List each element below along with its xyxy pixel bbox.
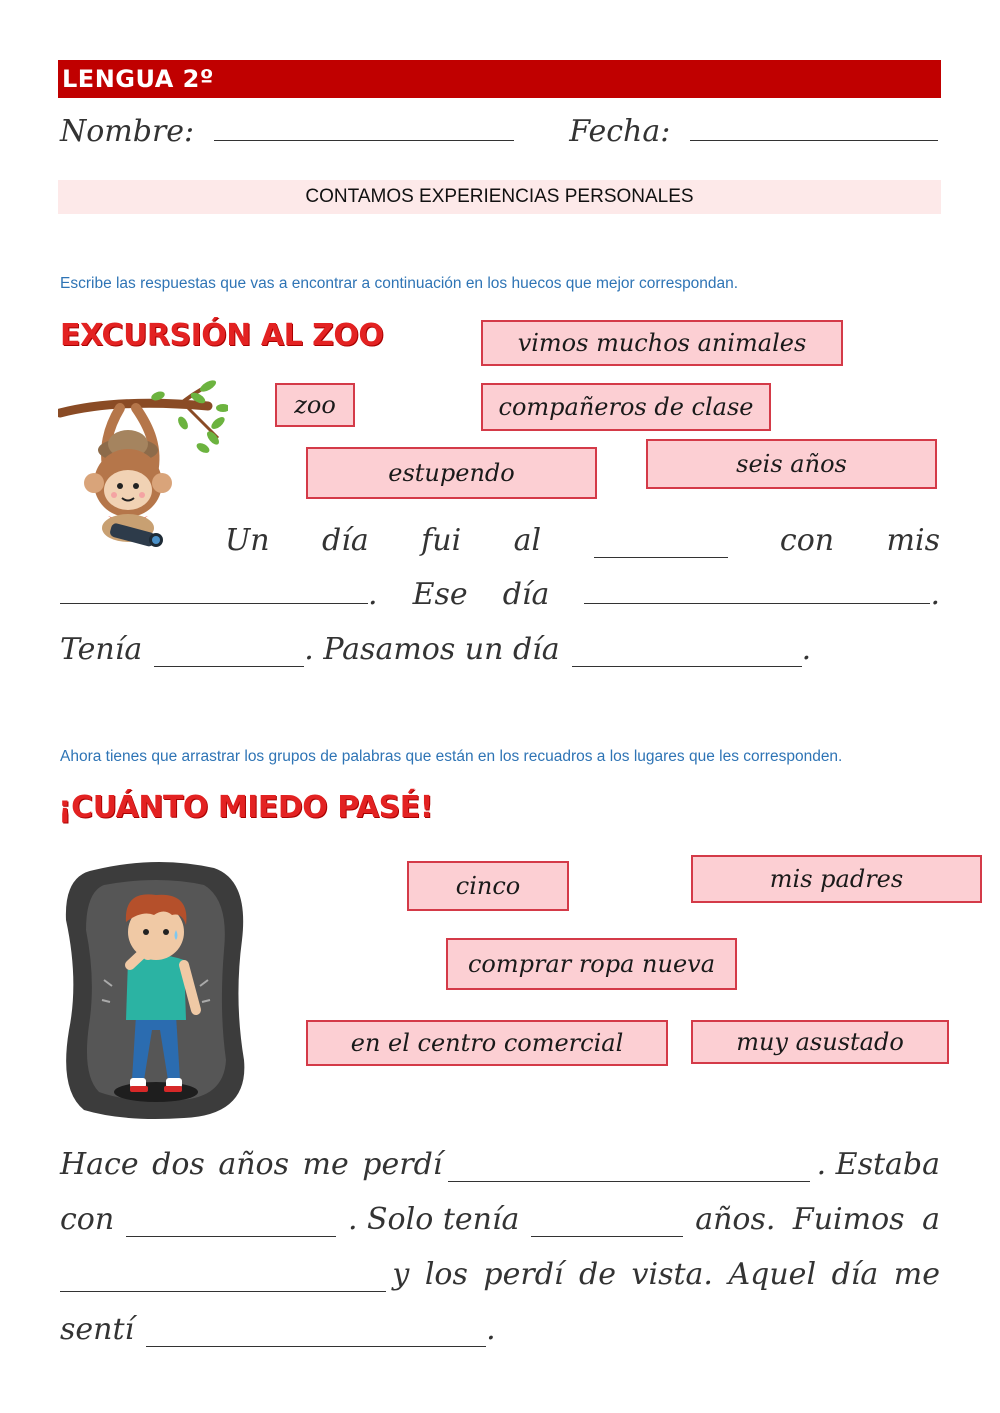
- s2-text: años. Fuimos a: [695, 1202, 940, 1237]
- s1-text: Tenía: [60, 632, 143, 667]
- section2-instruction: Ahora tienes que arrastrar los grupos de palabras que están en los recuadros a los lugares que les corresponden.: [60, 748, 843, 765]
- s2-line-1: [60, 1142, 940, 1182]
- s1-word: mis: [886, 523, 940, 558]
- s2-text: sentí: [60, 1312, 135, 1347]
- s2-text: y los perdí de vista. Aquel día me: [392, 1257, 940, 1292]
- s1-word: con: [779, 523, 835, 558]
- name-label: Nombre:: [60, 114, 195, 149]
- monkey-illustration: [58, 378, 228, 553]
- answer-chip-estupendo[interactable]: estupendo: [306, 447, 597, 499]
- worksheet-header: LENGUA 2º: [58, 60, 941, 98]
- blank-slot-1[interactable]: [594, 535, 728, 558]
- answer-chip-vimos-muchos-animales[interactable]: vimos muchos animales: [481, 320, 843, 366]
- scared-boy-illustration: [64, 860, 248, 1122]
- s2-text: . Estaba: [816, 1147, 940, 1182]
- answer-chip-zoo[interactable]: zoo: [275, 383, 355, 427]
- s1-word: Ese: [412, 577, 468, 612]
- section1-title: EXCURSIÓN AL ZOO: [60, 318, 384, 353]
- s1-word: día: [322, 523, 369, 558]
- s1-line-3: [60, 627, 940, 667]
- s1-word: fui: [421, 523, 462, 558]
- name-field[interactable]: [214, 112, 514, 141]
- s1-punct: .: [801, 632, 812, 667]
- name-date-row: [60, 112, 938, 149]
- s1-word: día: [502, 577, 550, 612]
- worksheet-subtitle: CONTAMOS EXPERIENCIAS PERSONALES: [58, 180, 941, 214]
- blank-slot-4[interactable]: [154, 644, 304, 667]
- s2-punct: .: [486, 1312, 496, 1347]
- s1-word: Un: [225, 523, 270, 558]
- answer-chip-muy-asustado[interactable]: muy asustado: [691, 1020, 949, 1064]
- s2-text: Hace dos años me perdí: [60, 1147, 443, 1182]
- s2-line-2: [60, 1197, 940, 1237]
- date-field[interactable]: [690, 112, 938, 141]
- blank-slot-9[interactable]: [60, 1269, 386, 1292]
- section1-instruction: Escribe las respuestas que vas a encontrar a continuación en los huecos que mejor correspondan.: [60, 275, 739, 292]
- blank-slot-8[interactable]: [531, 1214, 683, 1237]
- answer-chip-en-el-centro-comercial[interactable]: en el centro comercial: [306, 1020, 668, 1066]
- s1-line-1: [225, 518, 940, 558]
- s2-text: . Solo tenía: [347, 1202, 520, 1237]
- blank-slot-6[interactable]: [448, 1159, 810, 1182]
- answer-chip-cinco[interactable]: cinco: [407, 861, 569, 911]
- s2-line-3: [60, 1252, 940, 1292]
- s1-punct: .: [930, 577, 940, 612]
- section2-title: ¡CUÁNTO MIEDO PASÉ!: [58, 790, 433, 825]
- blank-slot-3[interactable]: [584, 581, 930, 604]
- answer-chip-companeros-de-clase[interactable]: compañeros de clase: [481, 383, 771, 431]
- blank-slot-5[interactable]: [572, 644, 802, 667]
- answer-chip-seis-anos[interactable]: seis años: [646, 439, 937, 489]
- s1-word: al: [513, 523, 542, 558]
- s1-punct: .: [368, 577, 378, 612]
- s2-line-4: [60, 1307, 940, 1347]
- blank-slot-10[interactable]: [146, 1324, 486, 1347]
- blank-slot-7[interactable]: [126, 1214, 336, 1237]
- blank-slot-2[interactable]: [60, 581, 368, 604]
- answer-chip-mis-padres[interactable]: mis padres: [691, 855, 982, 903]
- date-label: Fecha:: [569, 114, 671, 149]
- s1-line-2: [60, 572, 940, 612]
- s1-text: . Pasamos un día: [304, 632, 560, 667]
- s2-text: con: [60, 1202, 115, 1237]
- answer-chip-comprar-ropa-nueva[interactable]: comprar ropa nueva: [446, 938, 737, 990]
